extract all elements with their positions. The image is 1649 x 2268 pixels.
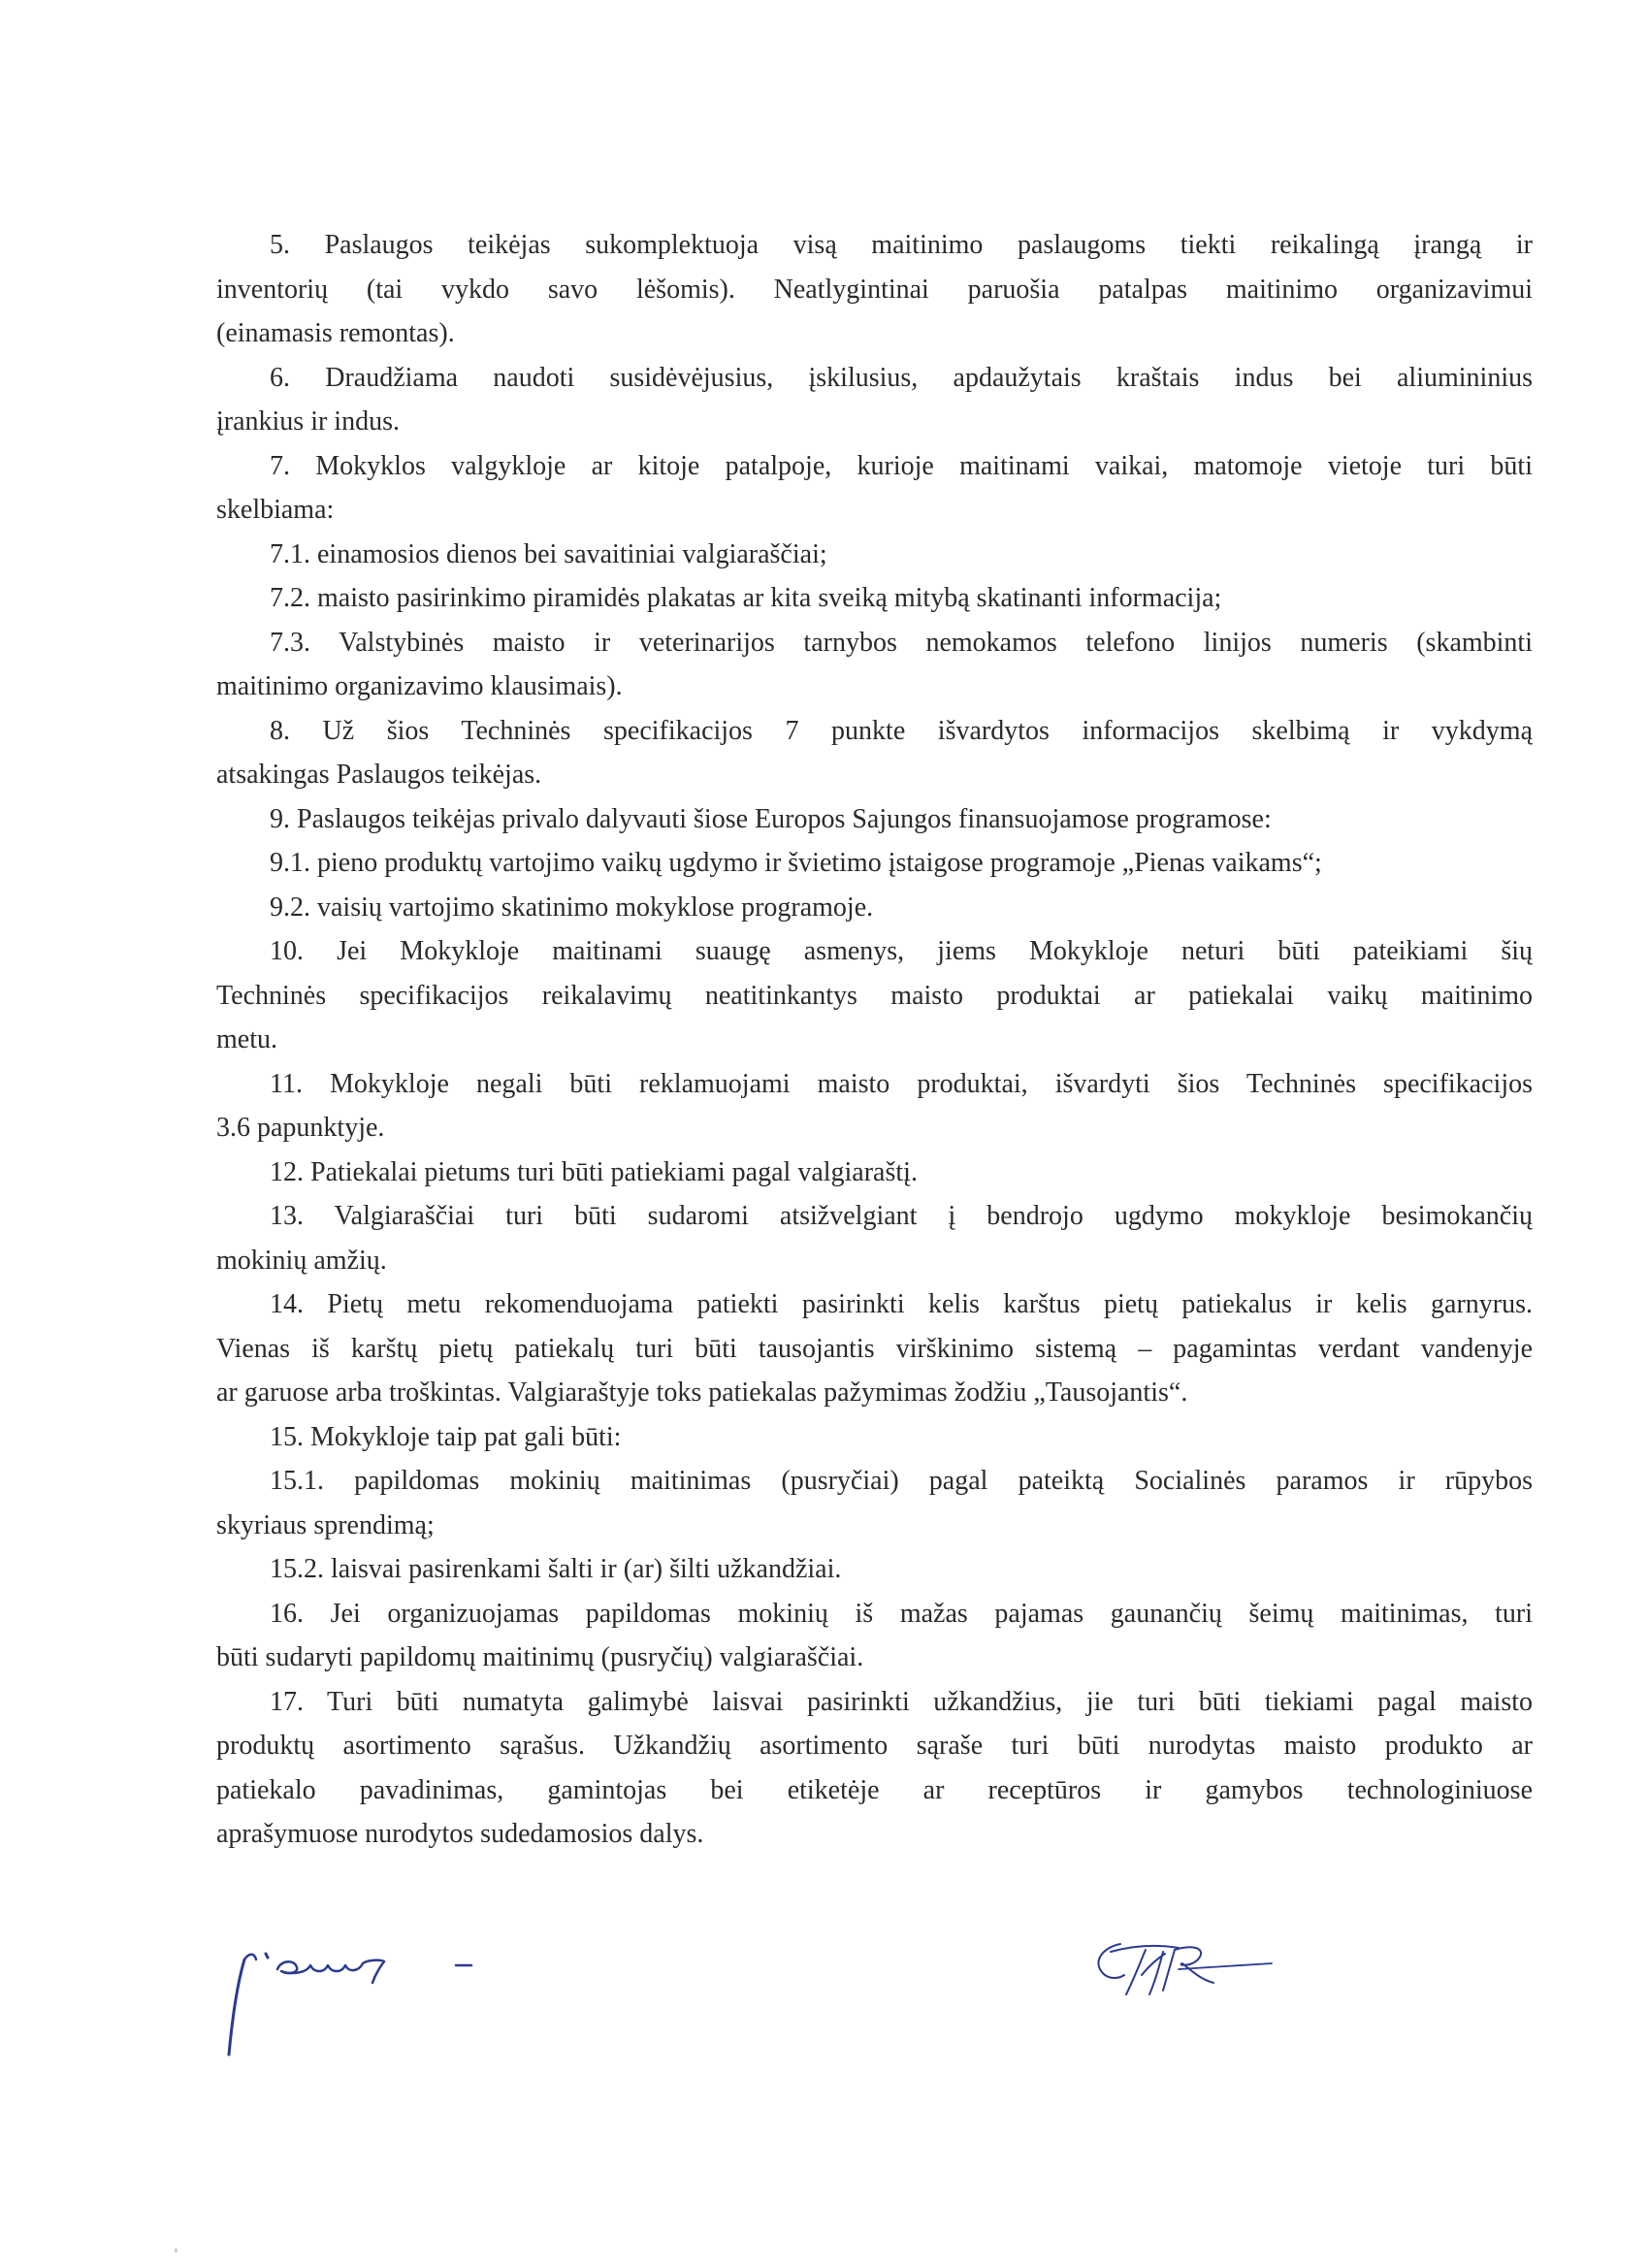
- paragraph: [216, 1459, 1533, 1547]
- paragraph-line: 17. Turi būti numatyta galimybė laisvai pasirinkti užkandžius, jie turi būti tiekiami pagal maisto: [270, 1686, 1533, 1717]
- paragraph: [216, 1680, 1533, 1857]
- paragraph-line: Vienas iš karštų pietų patiekalų turi būti tausojantis virškinimo sistemą – pagamintas verdant vandenyje: [216, 1333, 1533, 1364]
- paragraph-line: 9. Paslaugos teikėjas privalo dalyvauti šiose Europos Sajungos finansuojamose programose:: [270, 803, 1272, 834]
- paragraph-line: 8. Už šios Techninės specifikacijos 7 punkte išvardytos informacijos skelbimą ir vykdymą: [270, 715, 1533, 746]
- paragraph-line: 9.1. pieno produktų vartojimo vaikų ugdymo ir švietimo įstaigose programoje „Pienas vaikams“;: [270, 848, 1322, 878]
- paragraph-line: Techninės specifikacijos reikalavimų neatitinkantys maisto produktai ar patiekalai vaikų maitinimo: [216, 980, 1533, 1011]
- paragraph-line: 9.2. vaisių vartojimo skatinimo mokyklose programoje.: [270, 891, 874, 923]
- paragraph: [216, 1592, 1533, 1680]
- paragraph: [216, 1194, 1533, 1282]
- paragraph-line: įrankius ir indus.: [216, 406, 400, 437]
- paragraph-line: atsakingas Paslaugos teikėjas.: [216, 760, 542, 790]
- paragraph: [216, 886, 1533, 930]
- paragraph: [216, 1547, 1533, 1592]
- paragraph-line: mokinių amžių.: [216, 1245, 387, 1276]
- paragraph: [216, 621, 1533, 709]
- paragraph: [216, 576, 1533, 621]
- paragraph-line: skelbiama:: [216, 495, 335, 525]
- paragraph: [216, 709, 1533, 797]
- paragraph: [216, 1062, 1533, 1150]
- paragraph-line: būti sudaryti papildomų maitinimų (pusryčių) valgiaraščiai.: [216, 1642, 864, 1672]
- paragraph: [216, 929, 1533, 1062]
- paragraph: [216, 356, 1533, 444]
- paragraph-line: inventorių (tai vykdo savo lėšomis). Neatlygintinai paruošia patalpas maitinimo organizavimui: [216, 274, 1533, 305]
- paragraph-line: 7.2. maisto pasirinkimo piramidės plakatas ar kita sveiką mitybą skatinanti informacija;: [270, 583, 1222, 613]
- paragraph-line: 11. Mokykloje negali būti reklamuojami maisto produktai, išvardyti šios Techninės specifikacijos: [270, 1068, 1533, 1099]
- signature-left: [213, 1930, 504, 2066]
- paragraph: [216, 1150, 1533, 1195]
- paragraph-line: 6. Draudžiama naudoti susidėvėjusius, įskilusius, apdaužytais kraštais indus bei aliumininius: [270, 362, 1533, 393]
- paragraph-line: 5. Paslaugos teikėjas sukomplektuoja visą maitinimo paslaugoms tiekti reikalingą įrangą ir: [270, 230, 1533, 260]
- paragraph: [216, 797, 1533, 842]
- signature-right: [1082, 1930, 1285, 2008]
- paragraph-line: 13. Valgiaraščiai turi būti sudaromi atsižvelgiant į bendrojo ugdymo mokykloje besimokančių: [270, 1201, 1533, 1231]
- paragraph-line: 7. Mokyklos valgykloje ar kitoje patalpoje, kurioje maitinami vaikai, matomoje vietoje turi būti: [270, 450, 1533, 481]
- paragraph: [216, 444, 1533, 533]
- paragraph-line: 15.1. papildomas mokinių maitinimas (pusryčiai) pagal pateiktą Socialinės paramos ir rūpybos: [270, 1466, 1533, 1496]
- paragraph-line: 15.2. laisvai pasirenkami šalti ir (ar) šilti užkandžiai.: [270, 1554, 842, 1584]
- paragraph-line: 12. Patiekalai pietums turi būti patiekiami pagal valgiaraštį.: [270, 1156, 918, 1187]
- paragraph-line: 16. Jei organizuojamas papildomas mokinių iš mažas pajamas gaunančių šeimų maitinimas, turi: [270, 1598, 1533, 1629]
- paragraph-line: 15. Mokykloje taip pat gali būti:: [270, 1421, 622, 1452]
- paragraph-line: aprašymuose nurodytos sudedamosios dalys.: [216, 1819, 704, 1849]
- paragraph-line: 7.1. einamosios dienos bei savaitiniai valgiaraščiai;: [270, 538, 827, 569]
- scan-speck: [175, 2249, 178, 2252]
- paragraph-line: patiekalo pavadinimas, gamintojas bei etiketėje ar receptūros ir gamybos technologiniuose: [216, 1774, 1533, 1805]
- paragraph-line: 14. Pietų metu rekomenduojama patiekti pasirinkti kelis karštus pietų patiekalus ir kelis garnyrus.: [270, 1289, 1533, 1319]
- paragraph: [216, 1282, 1533, 1415]
- paragraph: [216, 1415, 1533, 1460]
- paragraph-line: maitinimo organizavimo klausimais).: [216, 671, 623, 701]
- paragraph-line: ar garuose arba troškintas. Valgiaraštyje toks patiekalas pažymimas žodžiu „Tausojantis“.: [216, 1377, 1188, 1408]
- paragraph: [216, 533, 1533, 577]
- paragraph: [216, 223, 1533, 356]
- paragraph-line: 10. Jei Mokykloje maitinami suaugę asmenys, jiems Mokykloje neturi būti pateikiami šių: [270, 936, 1533, 966]
- paragraph-line: produktų asortimento sąrašus. Užkandžių asortimento sąraše turi būti nurodytas maisto produkto ar: [216, 1731, 1533, 1761]
- paragraph-line: 7.3. Valstybinės maisto ir veterinarijos tarnybos nemokamos telefono linijos numeris (skambinti: [270, 627, 1533, 658]
- paragraph-line: skyriaus sprendimą;: [216, 1509, 435, 1540]
- document-body: [216, 223, 1533, 1857]
- paragraph-line: (einamasis remontas).: [216, 318, 455, 348]
- paragraph-line: metu.: [216, 1024, 277, 1054]
- paragraph: [216, 841, 1533, 886]
- paragraph-line: 3.6 papunktyje.: [216, 1113, 385, 1143]
